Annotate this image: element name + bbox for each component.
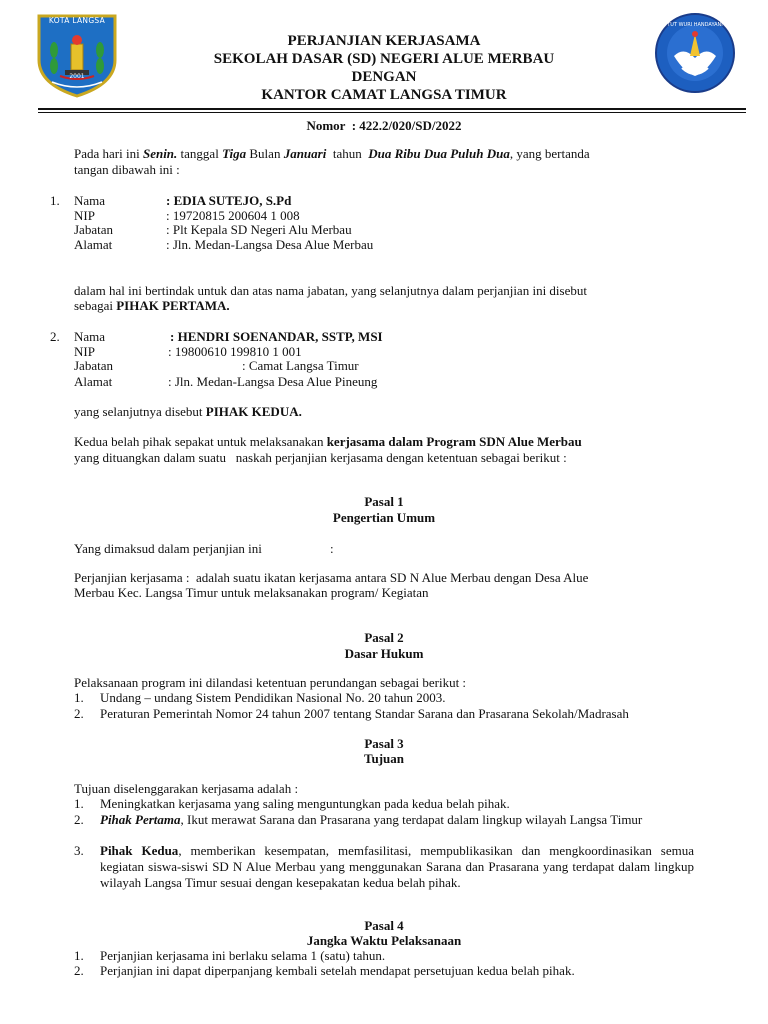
pasal1-definition-2: Merbau Kec. Langsa Timur untuk melaksanakan program/ Kegiatan [74,585,429,600]
list-item [74,690,694,706]
party2-name-label: Nama [74,329,106,344]
pasal2-subtitle: Dasar Hukum [344,646,424,661]
header-divider [38,108,746,110]
list-text: Undang – undang Sistem Pendidikan Nasional No. 20 tahun 2003. [100,690,446,705]
agreement-pre: Kedua belah pihak sepakat untuk melaksanakan [74,434,327,449]
party2-name-value: : HENDRI SOENANDAR, SSTP, MSI [170,329,383,344]
party1-jabatan-value: : Plt Kepala SD Negeri Alu Merbau [166,222,352,237]
pasal1-subtitle: Pengertian Umum [332,510,436,525]
intro-text-4: tahun [326,146,369,161]
list-item [74,948,694,964]
list-text: Perjanjian kerjasama ini berlaku selama 1 (satu) tahun. [100,948,386,963]
party1-note-line-1: dalam hal ini bertindak untuk dan atas nama jabatan, yang selanjutnya dalam perjanjian ini disebut [74,283,587,298]
party2-nip-label: NIP [74,344,95,359]
list-text: , Ikut merawat Sarana dan Prasarana yang terdapat dalam lingkup wilayah Langsa Timur [180,812,643,827]
intro-text-5: , yang bertanda [509,146,590,161]
list-number: 1. [74,796,84,811]
header-title-3: DENGAN [351,69,417,85]
intro-line-2: tangan dibawah ini : [74,162,180,177]
list-number: 2. [74,963,84,978]
header-title-1: PERJANJIAN KERJASAMA [287,33,481,49]
party1-name-label: Nama [74,193,106,208]
pihak-pertama-label: PIHAK PERTAMA. [116,298,230,313]
party2-jabatan-label: Jabatan [74,358,113,373]
party1-nip-label: NIP [74,208,95,223]
list-item [74,812,694,844]
intro-paragraph [74,146,694,162]
intro-month: Januari [283,146,327,161]
party2-nip-value: : 19800610 199810 1 001 [168,344,302,359]
list-text: , memberikan kesempatan, memfasilitasi, mempublikasikan dan mengkoordinasikan semua kegiatan siswa-siswi SD N Alue Merbau yang menggunakan Sarana dan Prasarana yang terdapat dalam lingkup wilayah Langsa Timur sesuai dengan kesepakatan kedua belah pihak. [100,843,694,890]
document-number: Nomor : 422.2/020/SD/2022 [306,118,462,133]
list-item [74,796,694,812]
pasal3-intro: Tujuan diselenggarakan kerjasama adalah : [74,781,299,796]
list-lead: Pihak Pertama [100,812,181,827]
party1-jabatan-label: Jabatan [74,222,113,237]
party2-alamat-value: : Jln. Medan-Langsa Desa Alue Pineung [168,374,378,389]
intro-text-2: tanggal [177,146,223,161]
list-item [74,706,694,738]
header-title-4: KANTOR CAMAT LANGSA TIMUR [261,87,507,103]
list-item [74,843,694,907]
pasal2-title: Pasal 2 [364,630,404,645]
pasal4-title: Pasal 4 [364,918,404,933]
list-text: Perjanjian ini dapat diperpanjang kembali setelah mendapat persetujuan kedua belah pihak. [100,963,575,978]
party1-nip-value: : 19720815 200604 1 008 [166,208,300,223]
party2-alamat-label: Alamat [74,374,113,389]
pasal1-colon: : [330,541,334,556]
list-number: 1. [74,948,84,963]
pasal1-definition-1: Perjanjian kerjasama : adalah suatu ikatan kerjasama antara SD N Alue Merbau dengan Desa Alue [74,570,589,585]
intro-text-3: Bulan [246,146,284,161]
party1-note-line-2 [74,298,230,314]
list-number: 3. [74,843,84,858]
party1-note-pre: sebagai [74,298,117,313]
list-item [74,963,694,979]
intro-text-1: Pada hari ini [74,146,143,161]
party1-alamat-label: Alamat [74,237,113,252]
intro-day: Senin. [142,146,178,161]
pasal1-intro: Yang dimaksud dalam perjanjian ini [74,541,262,556]
agreement-line-2: yang dituangkan dalam suatu naskah perjanjian kerjasama dengan ketentuan sebagai berikut : [74,450,567,465]
list-text: Meningkatkan kerjasama yang saling menguntungkan pada kedua belah pihak. [100,796,510,811]
list-number: 1. [74,690,84,705]
pasal3-subtitle: Tujuan [364,751,404,766]
list-lead: Pihak Kedua [100,843,179,858]
intro-date: Tiga [222,146,247,161]
header-divider-thin [38,112,746,113]
header-title-2: SEKOLAH DASAR (SD) NEGERI ALUE MERBAU [213,51,555,67]
pihak-kedua-label: PIHAK KEDUA. [205,404,302,419]
party2-number: 2. [50,329,60,344]
logo-banner-text: KOTA LANGSA [48,16,106,25]
pasal1-title: Pasal 1 [364,494,404,509]
party2-note [74,404,302,420]
pasal3-title: Pasal 3 [364,736,404,751]
agreement-line-1 [74,434,694,450]
list-text: Peraturan Pemerintah Nomor 24 tahun 2007 tentang Standar Sarana dan Prasarana Sekolah/Madrasah [100,706,629,721]
intro-year: Dua Ribu Dua Puluh Dua [368,146,510,161]
logo-year-text: 2001 [69,73,85,80]
party1-name-value: : EDIA SUTEJO, S.Pd [166,193,292,208]
list-number: 2. [74,812,84,827]
pasal2-intro: Pelaksanaan program ini dilandasi ketentuan perundangan sebagai berikut : [74,675,467,690]
party2-note-pre: yang selanjutnya disebut [74,404,206,419]
party2-jabatan-value: : Camat Langsa Timur [242,358,359,373]
list-number: 2. [74,706,84,721]
pasal4-subtitle: Jangka Waktu Pelaksanaan [306,933,462,948]
logo-motto-text: TUT WURI HANDAYANI [667,22,723,28]
agreement-program: kerjasama dalam Program SDN Alue Merbau [326,434,582,449]
party1-number: 1. [50,193,60,208]
party1-alamat-value: : Jln. Medan-Langsa Desa Alue Merbau [166,237,374,252]
